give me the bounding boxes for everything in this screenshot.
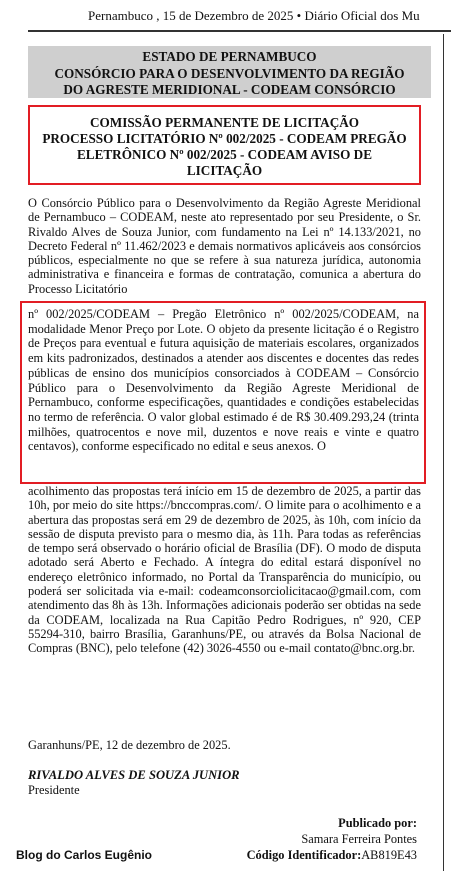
highlighted-paragraph: nº 002/2025/CODEAM – Pregão Eletrônico nº 002/2025/CODEAM, na modalidade Menor Preço por Lote. O objeto da presente licitação é o Registro de Preços para eventual e futura aquisição de materiais escolares, organizados em kits padronizados, destinados a atender aos discentes e docentes das redes públicas de ensino dos municípios consorciados à CODEAM – Consórcio Público para o Desenvolvimento da Região Agreste Meridional de Pernambuco, conforme especificações, quantidades e condições estabelecidas no termo de referência. O valor global estimado é de R$ 30.409.293,24 (trinta milhões, quatrocentos e nove mil, duzentos e nove reais e vinte e quatro centavos), conforme especificado no edital e seus anexos. O	[28, 307, 419, 454]
page-header	[0, 0, 451, 30]
identifier-code	[247, 847, 417, 863]
publication-info	[247, 815, 417, 863]
signatory-name: RIVALDO ALVES DE SOUZA JUNIOR	[28, 768, 240, 782]
details-paragraph: acolhimento das propostas terá início em 15 de dezembro de 2025, a partir das 10h, por meio do site https://bnccompras.com/. O limite para o acolhimento e a abertura das propostas será em 29 de dezembro de 2025, às 10h, com início da sessão de disputa previsto para o mesmo dia, às 11h. Para todas as referências de tempo será observado o horário oficial de Brasília (DF). O modo de disputa adotado será Aberto e Fechado. A íntegra do edital estará disponível no endereço eletrônico informado, no Portal da Transparência do município, ou poderá ser solicitada via e-mail: codeamconsorciolicitacao@gmail.com, com atendimento das 8h às 13h. Informações adicionais poderão ser obtidas na sede da CODEAM, localizada na Rua Capitão Pedro Rodrigues, nº 920, CEP 55294-310, bairro Brasília, Garanhuns/PE, ou através da Bolsa Nacional de Compras (BNC), pelo telefone (42) 3026-4550 ou e-mail contato@bnc.org.br.	[28, 484, 421, 656]
place-date: Garanhuns/PE, 12 de dezembro de 2025.	[28, 738, 231, 752]
org-consortium-line1: CONSÓRCIO PARA O DESENVOLVIMENTO DA REGIÃO	[54, 65, 405, 81]
header-divider	[28, 30, 451, 32]
code-value: AB819E43	[361, 848, 417, 862]
publisher-name: Samara Ferreira Pontes	[301, 832, 417, 846]
code-label: Código Identificador:	[246, 848, 362, 862]
organization-heading	[28, 46, 431, 98]
publication-line: Pernambuco , 15 de Dezembro de 2025 • Diário Oficial dos Mu	[88, 8, 420, 23]
org-state: ESTADO DE PERNAMBUCO	[142, 49, 317, 64]
blog-watermark: Blog do Carlos Eugênio	[16, 848, 153, 862]
column-divider	[443, 34, 444, 871]
intro-paragraph: O Consórcio Público para o Desenvolvimento da Região Agreste Meridional de Pernambuco – CODEAM, neste ato representado por seu Presidente, o Sr. Rivaldo Alves de Souza Junior, com fundamento na Lei nº 14.133/2021, no Decreto Federal nº 11.462/2023 e demais normativos aplicáveis aos consórcios públicos, especialmente no que se refere à sua natureza jurídica, autonomia administrativa e financeira e formas de contratação, comunica a abertura do Processo Licitatório	[28, 196, 421, 296]
notice-title-line1: COMISSÃO PERMANENTE DE LICITAÇÃO	[89, 115, 360, 130]
notice-title-line3: ELETRÔNICO Nº 002/2025 - CODEAM AVISO DE	[76, 147, 372, 162]
org-consortium-line2: DO AGRESTE MERIDIONAL - CODEAM CONSÓRCIO	[63, 82, 396, 97]
notice-title-line2: PROCESSO LICITATÓRIO Nº 002/2025 - CODEAM PREGÃO	[42, 131, 407, 146]
notice-title-line4: LICITAÇÃO	[186, 163, 263, 178]
signatory-role: Presidente	[28, 783, 80, 797]
published-by-label: Publicado por:	[338, 816, 417, 830]
notice-title-box	[28, 105, 421, 185]
